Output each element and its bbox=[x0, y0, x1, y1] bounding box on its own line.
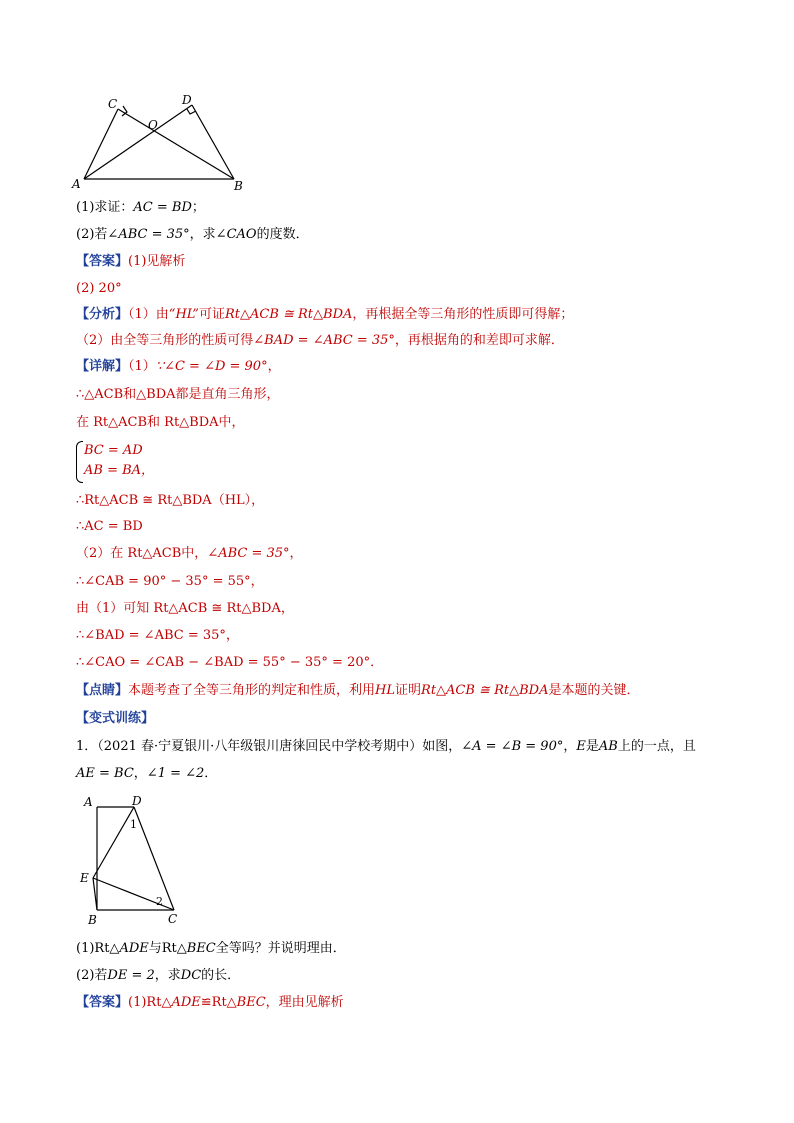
label-d: D bbox=[182, 93, 192, 107]
question-part1: (1)求证：AC = BD； bbox=[76, 200, 205, 215]
q2-part1: (1)Rt△ADE与Rt△BEC全等吗？并说明理由． bbox=[76, 941, 346, 956]
detail-line10: ∴∠BAD = ∠ABC = 35°， bbox=[76, 628, 239, 643]
practice-heading: 【变式训练】 bbox=[76, 711, 155, 726]
label-a: A bbox=[72, 177, 81, 191]
analysis-line2: （2）由全等三角形的性质可得∠BAD = ∠ABC = 35°，再根据角的和差即可求解． bbox=[76, 333, 564, 348]
label-two: 2 bbox=[156, 895, 163, 908]
detail-system-eq2: AB = BA， bbox=[84, 463, 155, 478]
answer-line2: (2) 20° bbox=[76, 281, 122, 296]
label-d: D bbox=[132, 794, 142, 808]
detail-line3: 在 Rt△ACB和 Rt△BDA中， bbox=[76, 415, 245, 430]
label-b: B bbox=[88, 913, 97, 927]
detail-line6: ∴AC = BD bbox=[76, 519, 143, 534]
label-o: O bbox=[148, 118, 158, 132]
detail-line5: ∴Rt△ACB ≅ Rt△BDA（HL）， bbox=[76, 493, 265, 508]
comment-line: 【点睛】本题考查了全等三角形的判定和性质，利用HL证明Rt△ACB ≅ Rt△BDA是本题的关键． bbox=[76, 683, 640, 698]
q2-line2: AE = BC，∠1 = ∠2． bbox=[76, 766, 218, 781]
answer-line1: 【答案】(1)见解析 bbox=[76, 254, 186, 269]
detail-line1: 【详解】（1）∵∠C = ∠D = 90°， bbox=[76, 359, 281, 374]
detail-line9: 由（1）可知 Rt△ACB ≅ Rt△BDA， bbox=[76, 601, 294, 616]
detail-system-eq1: BC = AD bbox=[84, 443, 143, 458]
q2-part2: (2)若DE = 2，求DC的长． bbox=[76, 968, 241, 983]
analysis-line1: 【分析】（1）由“HL”可证Rt△ACB ≅ Rt△BDA，再根据全等三角形的性质即可得解； bbox=[76, 307, 574, 322]
label-a: A bbox=[84, 795, 93, 809]
system-brace bbox=[76, 441, 83, 483]
q2-line1: 1．（2021 春·宁夏银川·八年级银川唐徕回民中学校考期中）如图，∠A = ∠B = 90°，E是AB上的一点，且 bbox=[76, 739, 696, 754]
answer3-line: 【答案】(1)Rt△ADE≌Rt△BEC，理由见解析 bbox=[76, 995, 344, 1010]
label-b: B bbox=[234, 179, 243, 192]
label-one: 1 bbox=[130, 818, 137, 831]
label-c: C bbox=[168, 912, 178, 926]
detail-line2: ∴△ACB和△BDA都是直角三角形， bbox=[76, 387, 280, 402]
figure-quadrilateral-abcd bbox=[78, 792, 188, 927]
label-c: C bbox=[108, 97, 118, 111]
detail-line7: （2）在 Rt△ACB中，∠ABC = 35°， bbox=[76, 546, 303, 561]
detail-line11: ∴∠CAO = ∠CAB − ∠BAD = 55° − 35° = 20°． bbox=[76, 655, 384, 670]
figure-triangles-abcd bbox=[70, 92, 250, 192]
question-part2: (2)若∠ABC = 35°，求∠CAO的度数． bbox=[76, 227, 309, 242]
label-e: E bbox=[80, 871, 89, 885]
detail-line8: ∴∠CAB = 90° − 35° = 55°， bbox=[76, 574, 264, 589]
